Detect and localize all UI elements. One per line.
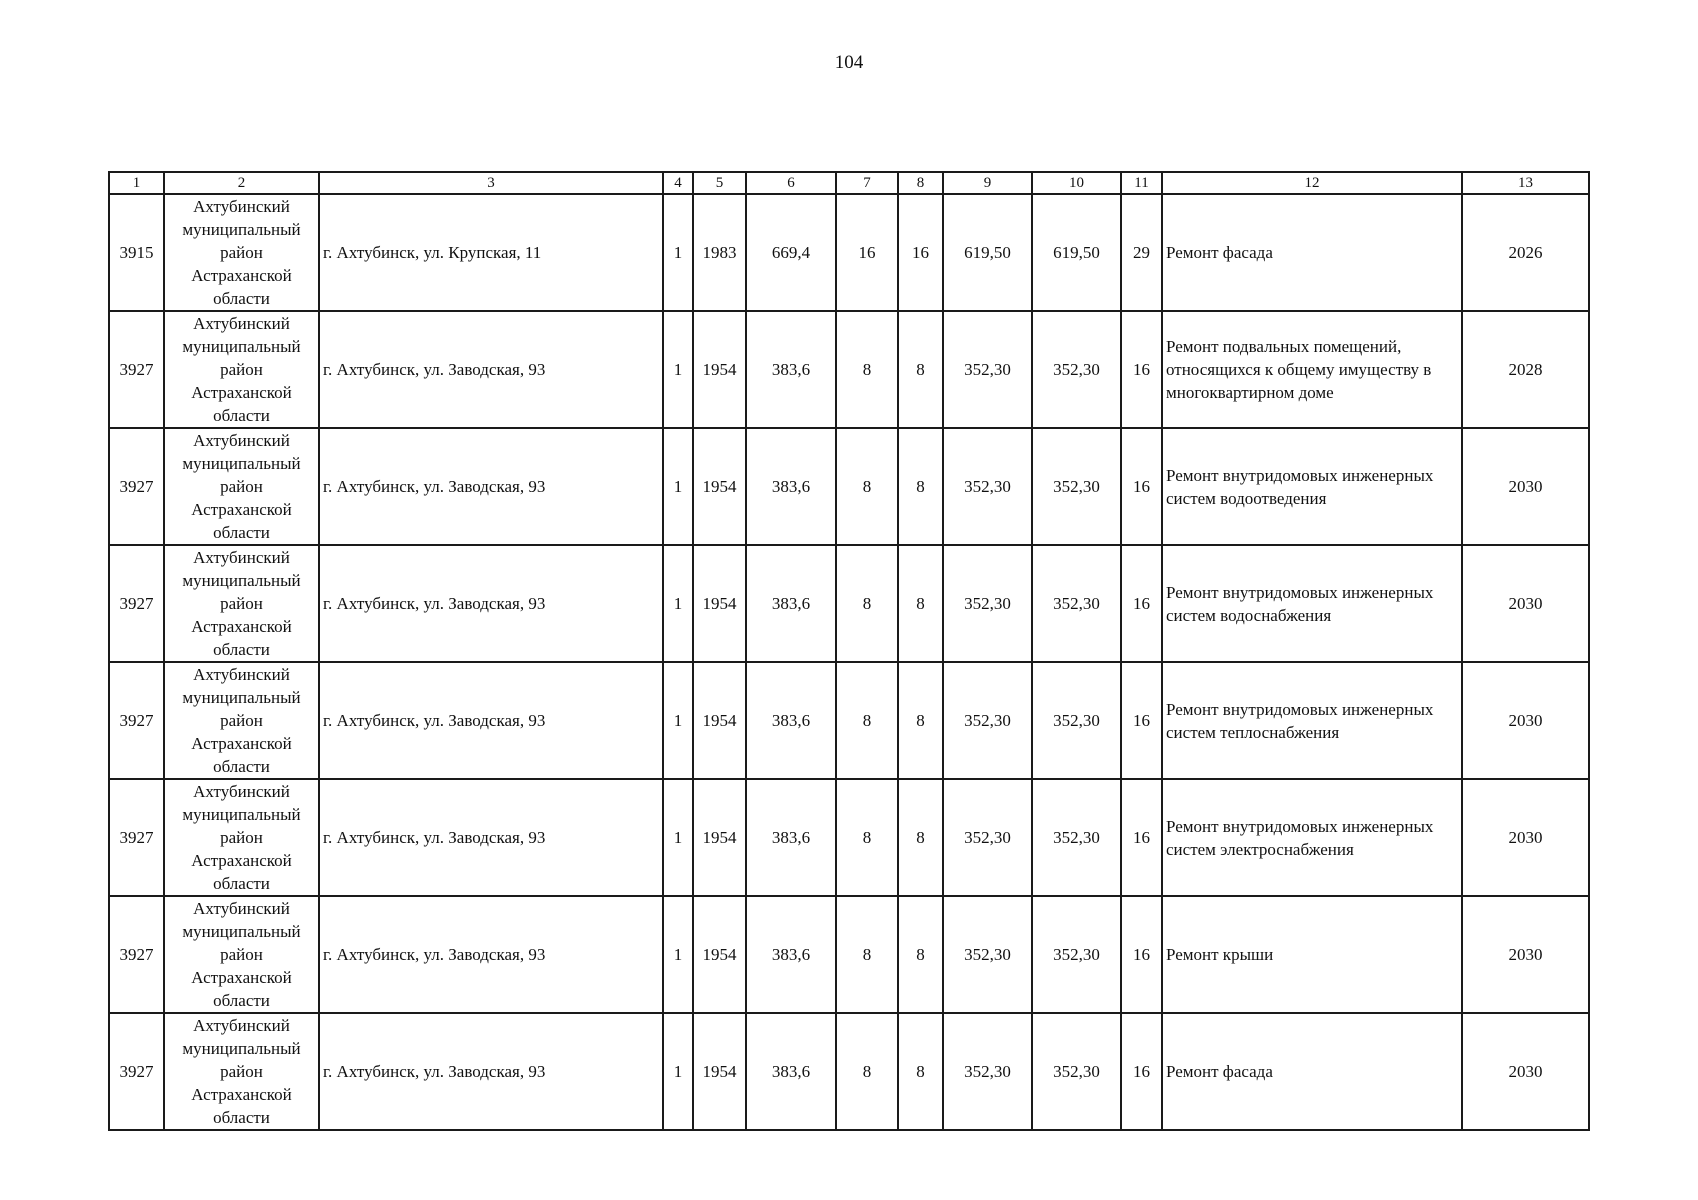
repair-work: Ремонт внутридомовых инженерных систем водоотведения — [1162, 428, 1462, 545]
column-10-value: 352,30 — [1032, 779, 1121, 896]
total-area: 383,6 — [746, 311, 836, 428]
municipality-line: области — [213, 1108, 270, 1127]
column-10-value: 352,30 — [1032, 896, 1121, 1013]
build-year: 1983 — [693, 194, 746, 311]
municipality-line: Ахтубинский — [193, 431, 290, 450]
table-row — [109, 194, 1589, 311]
column-9-value: 352,30 — [943, 545, 1032, 662]
column-4-value: 1 — [663, 896, 693, 1013]
table-row — [109, 1013, 1589, 1130]
municipality-line: Ахтубинский — [193, 1016, 290, 1035]
municipality — [164, 779, 319, 896]
column-header: 6 — [746, 172, 836, 194]
repair-work: Ремонт внутридомовых инженерных систем теплоснабжения — [1162, 662, 1462, 779]
column-4-value: 1 — [663, 311, 693, 428]
municipality-line: Ахтубинский — [193, 314, 290, 333]
municipality-line: области — [213, 757, 270, 776]
planned-year: 2030 — [1462, 779, 1589, 896]
municipality-line: Астраханской — [191, 1085, 292, 1104]
column-9-value: 352,30 — [943, 896, 1032, 1013]
column-8-value: 8 — [898, 428, 943, 545]
column-11-value: 16 — [1121, 896, 1162, 1013]
record-number: 3927 — [109, 1013, 164, 1130]
municipality — [164, 896, 319, 1013]
column-9-value: 352,30 — [943, 1013, 1032, 1130]
column-header: 3 — [319, 172, 663, 194]
column-11-value: 16 — [1121, 662, 1162, 779]
column-header: 2 — [164, 172, 319, 194]
page-number: 104 — [834, 52, 864, 73]
municipality-line: области — [213, 406, 270, 425]
column-4-value: 1 — [663, 779, 693, 896]
address: г. Ахтубинск, ул. Заводская, 93 — [319, 662, 663, 779]
record-number: 3927 — [109, 311, 164, 428]
table-row — [109, 545, 1589, 662]
municipality-line: Ахтубинский — [193, 665, 290, 684]
column-11-value: 16 — [1121, 545, 1162, 662]
table-row — [109, 896, 1589, 1013]
column-10-value: 619,50 — [1032, 194, 1121, 311]
table-row — [109, 779, 1589, 896]
municipality-line: Ахтубинский — [193, 782, 290, 801]
column-11-value: 16 — [1121, 311, 1162, 428]
column-9-value: 352,30 — [943, 311, 1032, 428]
planned-year: 2030 — [1462, 1013, 1589, 1130]
column-10-value: 352,30 — [1032, 428, 1121, 545]
column-header: 10 — [1032, 172, 1121, 194]
column-10-value: 352,30 — [1032, 662, 1121, 779]
repair-work: Ремонт внутридомовых инженерных систем электроснабжения — [1162, 779, 1462, 896]
column-8-value: 8 — [898, 779, 943, 896]
column-9-value: 352,30 — [943, 428, 1032, 545]
municipality-line: Астраханской — [191, 500, 292, 519]
municipality-line: Астраханской — [191, 266, 292, 285]
municipality — [164, 194, 319, 311]
column-10-value: 352,30 — [1032, 545, 1121, 662]
repair-work: Ремонт подвальных помещений, относящихся к общему имуществу в многоквартирном доме — [1162, 311, 1462, 428]
municipality-line: муниципальный — [182, 688, 301, 707]
column-number-row — [109, 172, 1589, 194]
address: г. Ахтубинск, ул. Заводская, 93 — [319, 1013, 663, 1130]
column-header: 12 — [1162, 172, 1462, 194]
planned-year: 2030 — [1462, 896, 1589, 1013]
column-header: 11 — [1121, 172, 1162, 194]
municipality-line: муниципальный — [182, 1039, 301, 1058]
column-8-value: 8 — [898, 311, 943, 428]
planned-year: 2028 — [1462, 311, 1589, 428]
column-7-value: 8 — [836, 311, 898, 428]
municipality-line: муниципальный — [182, 571, 301, 590]
municipality-line: области — [213, 991, 270, 1010]
municipality — [164, 311, 319, 428]
municipality-line: Астраханской — [191, 383, 292, 402]
column-11-value: 16 — [1121, 1013, 1162, 1130]
build-year: 1954 — [693, 896, 746, 1013]
column-4-value: 1 — [663, 545, 693, 662]
column-11-value: 16 — [1121, 428, 1162, 545]
column-8-value: 8 — [898, 1013, 943, 1130]
column-7-value: 8 — [836, 428, 898, 545]
build-year: 1954 — [693, 545, 746, 662]
municipality-line: области — [213, 874, 270, 893]
planned-year: 2030 — [1462, 662, 1589, 779]
record-number: 3915 — [109, 194, 164, 311]
address: г. Ахтубинск, ул. Заводская, 93 — [319, 311, 663, 428]
municipality-line: район — [220, 711, 263, 730]
column-11-value: 29 — [1121, 194, 1162, 311]
column-header: 1 — [109, 172, 164, 194]
column-7-value: 8 — [836, 896, 898, 1013]
column-7-value: 8 — [836, 779, 898, 896]
municipality-line: области — [213, 640, 270, 659]
column-header: 13 — [1462, 172, 1589, 194]
column-8-value: 8 — [898, 662, 943, 779]
column-10-value: 352,30 — [1032, 1013, 1121, 1130]
municipality-line: Астраханской — [191, 617, 292, 636]
column-header: 4 — [663, 172, 693, 194]
build-year: 1954 — [693, 662, 746, 779]
municipality-line: Ахтубинский — [193, 197, 290, 216]
planned-year: 2026 — [1462, 194, 1589, 311]
municipality-line: муниципальный — [182, 922, 301, 941]
record-number: 3927 — [109, 428, 164, 545]
table-row — [109, 428, 1589, 545]
address: г. Ахтубинск, ул. Заводская, 93 — [319, 428, 663, 545]
total-area: 383,6 — [746, 545, 836, 662]
municipality-line: район — [220, 243, 263, 262]
municipality-line: муниципальный — [182, 805, 301, 824]
column-10-value: 352,30 — [1032, 311, 1121, 428]
column-4-value: 1 — [663, 428, 693, 545]
municipality-line: район — [220, 594, 263, 613]
total-area: 383,6 — [746, 662, 836, 779]
column-4-value: 1 — [663, 1013, 693, 1130]
municipality-line: район — [220, 1062, 263, 1081]
address: г. Ахтубинск, ул. Крупская, 11 — [319, 194, 663, 311]
total-area: 383,6 — [746, 428, 836, 545]
table-row — [109, 662, 1589, 779]
record-number: 3927 — [109, 779, 164, 896]
municipality-line: муниципальный — [182, 454, 301, 473]
table-body — [109, 194, 1589, 1130]
address: г. Ахтубинск, ул. Заводская, 93 — [319, 896, 663, 1013]
table-row — [109, 311, 1589, 428]
column-7-value: 16 — [836, 194, 898, 311]
column-9-value: 619,50 — [943, 194, 1032, 311]
column-8-value: 8 — [898, 545, 943, 662]
column-11-value: 16 — [1121, 779, 1162, 896]
total-area: 383,6 — [746, 1013, 836, 1130]
total-area: 669,4 — [746, 194, 836, 311]
municipality — [164, 428, 319, 545]
build-year: 1954 — [693, 779, 746, 896]
repair-work: Ремонт фасада — [1162, 194, 1462, 311]
build-year: 1954 — [693, 428, 746, 545]
municipality-line: муниципальный — [182, 220, 301, 239]
municipality-line: Астраханской — [191, 968, 292, 987]
planned-year: 2030 — [1462, 428, 1589, 545]
build-year: 1954 — [693, 1013, 746, 1130]
build-year: 1954 — [693, 311, 746, 428]
municipality-line: Астраханской — [191, 851, 292, 870]
municipality-line: район — [220, 828, 263, 847]
address: г. Ахтубинск, ул. Заводская, 93 — [319, 779, 663, 896]
column-7-value: 8 — [836, 545, 898, 662]
column-8-value: 16 — [898, 194, 943, 311]
record-number: 3927 — [109, 896, 164, 1013]
municipality-line: район — [220, 477, 263, 496]
total-area: 383,6 — [746, 896, 836, 1013]
municipality-line: Ахтубинский — [193, 899, 290, 918]
repair-work: Ремонт крыши — [1162, 896, 1462, 1013]
column-header: 8 — [898, 172, 943, 194]
column-8-value: 8 — [898, 896, 943, 1013]
municipality — [164, 662, 319, 779]
column-9-value: 352,30 — [943, 662, 1032, 779]
repair-work: Ремонт фасада — [1162, 1013, 1462, 1130]
address: г. Ахтубинск, ул. Заводская, 93 — [319, 545, 663, 662]
column-9-value: 352,30 — [943, 779, 1032, 896]
municipality-line: муниципальный — [182, 337, 301, 356]
municipality — [164, 545, 319, 662]
municipality-line: Астраханской — [191, 734, 292, 753]
repair-work: Ремонт внутридомовых инженерных систем водоснабжения — [1162, 545, 1462, 662]
column-7-value: 8 — [836, 662, 898, 779]
municipality-line: области — [213, 523, 270, 542]
column-7-value: 8 — [836, 1013, 898, 1130]
municipality-line: район — [220, 945, 263, 964]
column-header: 5 — [693, 172, 746, 194]
record-number: 3927 — [109, 662, 164, 779]
column-4-value: 1 — [663, 662, 693, 779]
municipality-line: Ахтубинский — [193, 548, 290, 567]
capital-repair-table — [108, 171, 1590, 1131]
record-number: 3927 — [109, 545, 164, 662]
municipality-line: области — [213, 289, 270, 308]
column-4-value: 1 — [663, 194, 693, 311]
municipality — [164, 1013, 319, 1130]
column-header: 7 — [836, 172, 898, 194]
column-header: 9 — [943, 172, 1032, 194]
municipality-line: район — [220, 360, 263, 379]
planned-year: 2030 — [1462, 545, 1589, 662]
total-area: 383,6 — [746, 779, 836, 896]
